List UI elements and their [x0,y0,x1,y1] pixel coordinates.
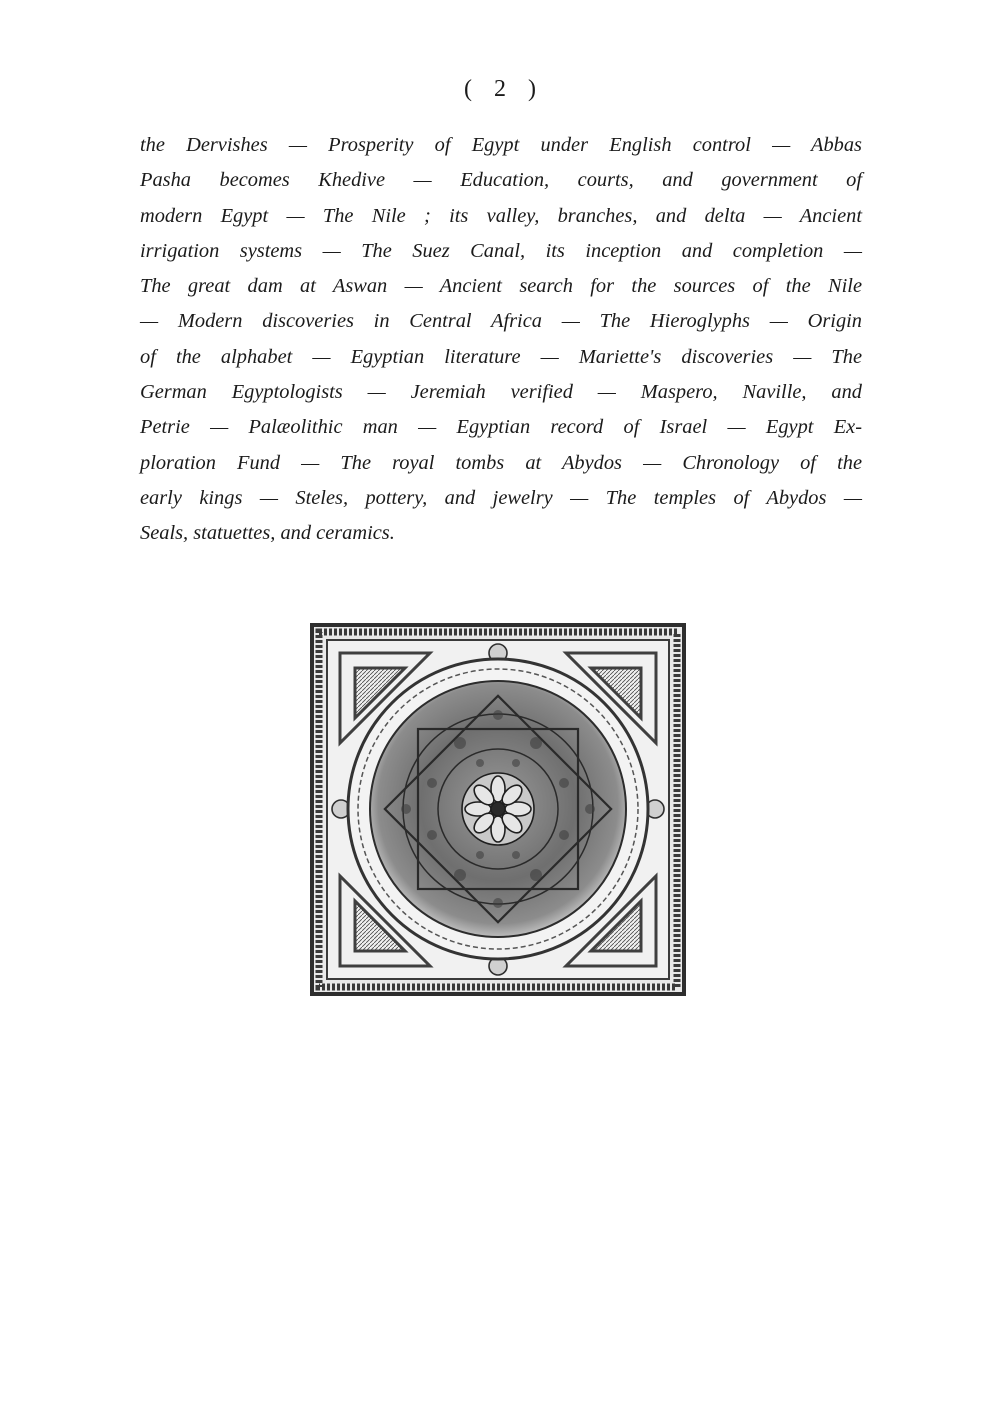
page-number-value: 2 [494,76,506,102]
text-line: German Egyptologists — Jeremiah verified — Maspero, Naville, and [140,381,862,404]
text-line: Pasha becomes Khedive — Education, courts, and government of [140,169,862,192]
text-line: Petrie — Palæolithic man — Egyptian record of Israel — Egypt Ex- [140,416,862,439]
page-number-close-paren: ) [528,76,536,102]
text-line: The great dam at Aswan — Ancient search for the sources of the Nile [140,275,862,298]
page-number [0,76,1000,103]
contents-paragraph [140,128,862,552]
decorative-tile-engraving [310,623,686,996]
text-line: modern Egypt — The Nile ; its valley, branches, and delta — Ancient [140,204,862,227]
text-line: irrigation systems — The Suez Canal, its inception and completion — [140,239,862,262]
text-line: the Dervishes — Prosperity of Egypt under English control — Abbas [140,134,862,156]
text-line: early kings — Steles, pottery, and jewelry — The temples of Abydos — [140,486,862,509]
text-line: ploration Fund — The royal tombs at Abydos — Chronology of the [140,451,862,474]
tile-central-rosette [462,773,534,845]
text-line: — Modern discoveries in Central Africa — The Hieroglyphs — Origin [140,310,862,333]
page-number-open-paren: ( [464,76,472,102]
text-line: Seals, statuettes, and ceramics. [140,522,395,545]
text-line: of the alphabet — Egyptian literature — Mariette's discoveries — The [140,345,862,368]
